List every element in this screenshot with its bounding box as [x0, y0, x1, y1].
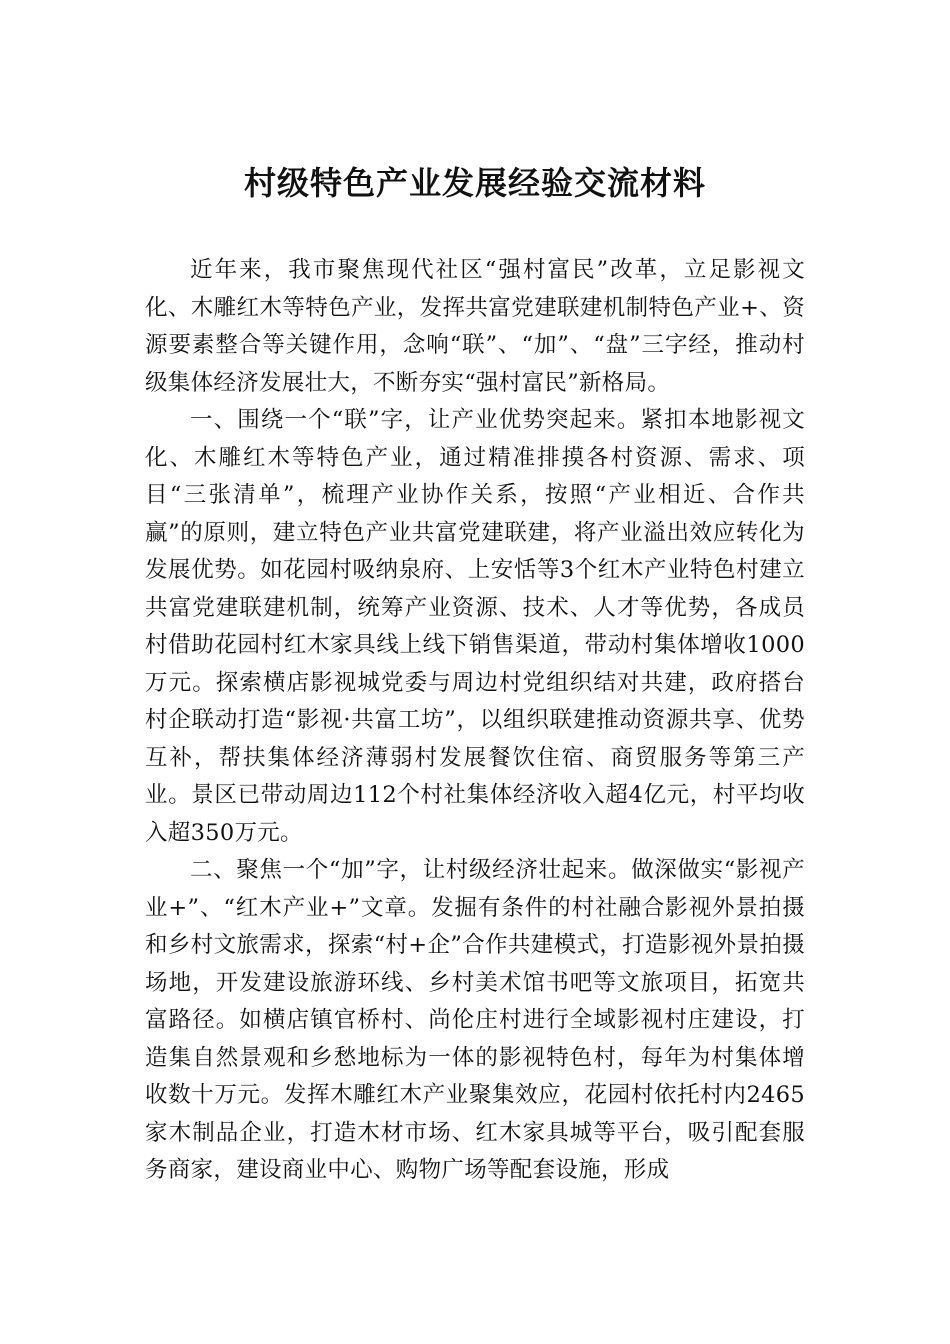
document-title: 村级特色产业发展经验交流材料	[243, 164, 706, 202]
section-two-paragraph: 二、聚焦一个“加”字，让村级经济壮起来。做深做实“影视产业+”、“红木产业+”文章。发掘有条件的村社融合影视外景拍摄和乡村文旅需求，探索“村+企”合作共建模式，打造影视外景拍摄场地，开发建设旅游环线、乡村美术馆书吧等文旅项目，拓宽共富路径。如横店镇官桥村、尚伦庄村进行全域影视村庄建设，打造集自然景观和乡愁地标为一体的影视特色村，每年为村集体增收数十万元。发挥木雕红木产业聚集效应，花园村依托村内2465家木制品企业，打造木材市场、红木家具城等平台，吸引配套服务商家，建设商业中心、购物广场等配套设施，形成	[145, 857, 805, 1183]
document-body	[145, 252, 805, 1190]
section-one-paragraph: 一、围绕一个“联”字，让产业优势突起来。紧扣本地影视文化、木雕红木等特色产业，通过精准排摸各村资源、需求、项目“三张清单”，梳理产业协作关系，按照“产业相近、合作共赢”的原则，建立特色产业共富党建联建，将产业溢出效应转化为发展优势。如花园村吸纳泉府、上安恬等3个红木产业特色村建立共富党建联建机制，统筹产业资源、技术、人才等优势，各成员村借助花园村红木家具线上线下销售渠道，带动村集体增收1000万元。探索横店影视城党委与周边村党组织结对共建，政府搭台村企联动打造“影视·共富工坊”，以组织联建推动资源共享、优势互补，帮扶集体经济薄弱村发展餐饮住宿、商贸服务等第三产业。景区已带动周边112个村社集体经济收入超4亿元，村平均收入超350万元。	[145, 407, 805, 846]
intro-paragraph: 近年来，我市聚焦现代社区“强村富民”改革，立足影视文化、木雕红木等特色产业，发挥共富党建联建机制特色产业+、资源要素整合等关键作用，念响“联”、“加”、“盘”三字经，推动村级集体经济发展壮大，不断夯实“强村富民”新格局。	[145, 257, 805, 396]
